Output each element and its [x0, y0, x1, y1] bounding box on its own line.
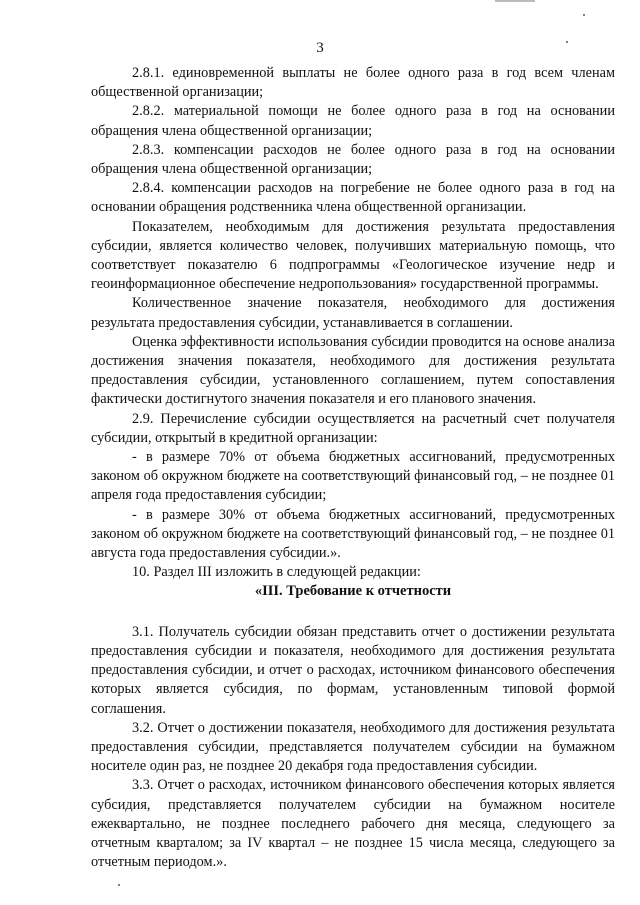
paragraph: 2.8.2. материальной помощи не более одного раза в год на основании обращения члена общественной организации;	[91, 103, 615, 139]
paragraph: Показателем, необходимым для достижения результата предоставления субсидии, является количество человек, получивших материальную помощь, что соответствует показателю 6 подпрограммы «Геологическое изучение недр и геоинформационное обеспечение недропользования» государственной программы.	[91, 218, 615, 293]
paragraph: - в размере 30% от объема бюджетных ассигнований, предусмотренных законом об окружном бюджете на соответствующий финансовый год, – не позднее 01 августа года предоставления субсидии.».	[91, 506, 615, 562]
paragraph: Количественное значение показателя, необходимого для достижения результата предоставления субсидии, устанавливается в соглашении.	[91, 295, 615, 331]
paragraph: 2.8.1. единовременной выплаты не более одного раза в год всем членам общественной организации;	[91, 65, 615, 101]
paragraph: 3.1. Получатель субсидии обязан представить отчет о достижении результата предоставления субсидии и показателя, необходимого для достижения результата предоставления субсидии, и отчет о расходах, источником финансового обеспечения которых является субсидия, по формам, установленным типовой формой соглашения.	[91, 623, 615, 717]
section-title: «III. Требование к отчетности	[254, 583, 452, 600]
paragraph: 2.8.4. компенсации расходов на погребение не более одного раза в год на основании обращения родственника члена общественной организации.	[91, 180, 615, 216]
paragraph: 2.9. Перечисление субсидии осуществляется на расчетный счет получателя субсидии, открытый в кредитной организации:	[91, 410, 615, 446]
paragraph: 3.3. Отчет о расходах, источником финансового обеспечения которых является субсидия, представляется получателем субсидии на бумажном носителе ежеквартально, не позднее последнего рабочего дня месяца, следующего за отчетным кварталом; за IV квартал – не позднее 15 числа месяца, следующего за отчетным периодом.».	[91, 777, 615, 871]
paragraph: 10. Раздел III изложить в следующей редакции:	[132, 564, 421, 581]
scan-speck	[583, 14, 585, 16]
scan-artifact	[495, 0, 535, 2]
paragraph: 2.8.3. компенсации расходов не более одного раза в год на основании обращения члена общественной организации;	[91, 141, 615, 178]
page-number: 3	[316, 40, 324, 56]
paragraph: 3.2. Отчет о достижении показателя, необходимого для достижения результата предоставления субсидии, представляется получателем субсидии на бумажном носителе один раз, не позднее 20 декабря года предоставления субсидии.	[91, 719, 615, 775]
document-body	[91, 64, 615, 872]
paragraph: Оценка эффективности использования субсидии проводится на основе анализа достижения значения показателя, необходимого для достижения результата предоставления субсидии, установленного соглашением, путем сопоставления фактически достигнутого значения показателя и его планового значения.	[91, 333, 615, 408]
paragraph: - в размере 70% от объема бюджетных ассигнований, предусмотренных законом об окружном бюджете на соответствующий финансовый год, – не позднее 01 апреля года предоставления субсидии;	[91, 449, 615, 504]
scan-speck	[118, 884, 120, 886]
